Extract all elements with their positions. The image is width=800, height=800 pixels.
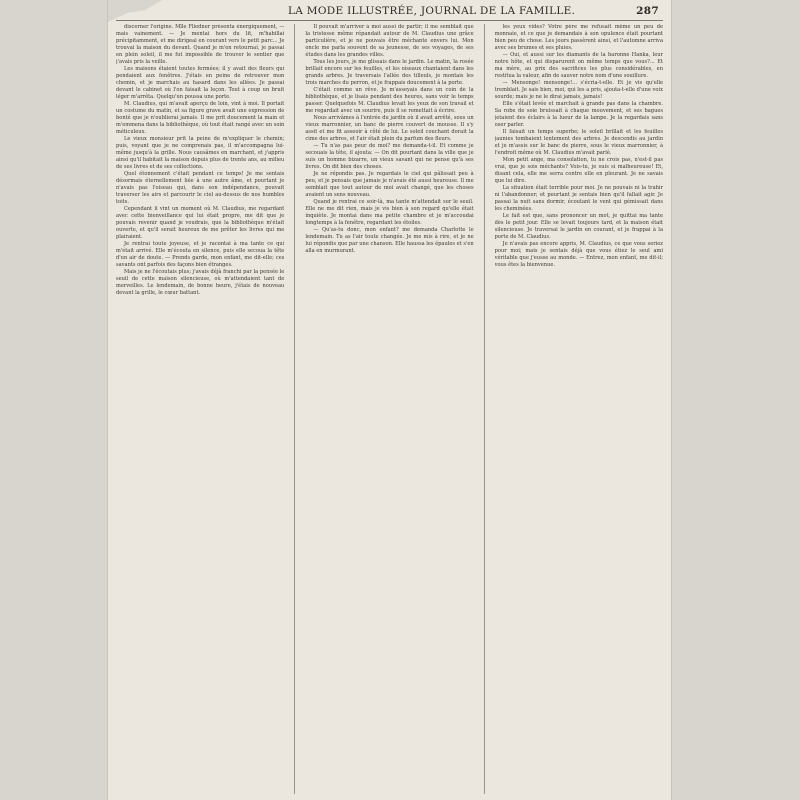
column-1 bbox=[116, 24, 284, 794]
paragraph: — Qu'as-tu donc, mon enfant? me demanda Charlotte le lendemain. Tu as l'air toute changée. Je me mis à rire, et je ne lui répondis que par une chanson. Elle haussa les épaules et s'en alla en murmurant. bbox=[305, 227, 474, 254]
running-title: LA MODE ILLUSTRÉE, JOURNAL DE LA FAMILLE. bbox=[288, 5, 576, 17]
paragraph: Le vieux monsieur prit la peine de m'expliquer le chemin; puis, voyant que je ne comprenais pas, il m'accompagna lui-même jusqu'à la grille. Nous causâmes en marchant, et j'appris ainsi qu'il habitait la maison depuis plus de trente ans, au milieu de ses livres et de ses collections. bbox=[116, 136, 285, 170]
header-rule bbox=[116, 20, 663, 21]
text-columns bbox=[116, 24, 663, 794]
paragraph: Quel étonnement c'était pendant ce temps! Je me sentais désormais éternellement liée à une autre âme, et pourtant je n'avais pas l'oiseau qui, dans son indépendance, pouvait traverser les airs et parcourir le ciel au-dessus de nos humbles toits. bbox=[116, 171, 285, 205]
paragraph: Je ne répondis pas. Je regardais le ciel qui pâlissait peu à peu, et je pensais que jamais je n'avais été aussi heureuse. Il me semblait que tout autour de moi avait changé, que les choses avaient un sens nouveau. bbox=[305, 171, 474, 198]
paragraph: Le fait est que, sans prononcer un mot, je quittai ma tante dès le petit jour. Elle se levait toujours tard, et la maison était silencieuse. Je traversai le jardin en courant, et je frappai à la porte de M. Claudius. bbox=[494, 213, 663, 240]
paragraph: Il faisait un temps superbe; le soleil brillait et les feuilles jaunies tombaient lentement des arbres. Je descendis au jardin et je m'assis sur le banc de pierre, sous le vieux marronnier, à l'endroit même où M. Claudius m'avait parlé. bbox=[494, 129, 663, 156]
paragraph: Nous arrivâmes à l'entrée du jardin où il avait arrêté, sous un vieux marronnier, un banc de pierre couvert de mousse. Il s'y assit et me fit asseoir à côté de lui. Le soleil couchant dorait la cime des arbres, et l'air était plein du parfum des fleurs. bbox=[305, 115, 474, 142]
paragraph: — Mensonge! mensonge!... s'écria-t-elle. Et je vis qu'elle tremblait. Je sais bien, moi, qui les a pris, ajouta-t-elle d'une voix sourde; mais je ne le dirai jamais, jamais! bbox=[494, 80, 663, 100]
paragraph: — Oui, et aussi sur les diamants de la baronne Hanka, leur notre hôte, et qui disparurent on même temps que vous?... Et ma mère, au prix des sacrifices les plus considérables, en restitua la valeur, afin de sauver notre nom d'une souillure. bbox=[494, 52, 663, 79]
paragraph: Mon petit ange, ma consolation, tu ne crois pas, n'est-il pas vrai, que je sois méchante? Vois-tu, je suis si malheureuse! Et, disant cela, elle me serra contre elle en pleurant. Je ne savais que lui dire. bbox=[494, 157, 663, 184]
column-3 bbox=[495, 24, 663, 794]
paragraph: Tous les jours, je me glissais dans le jardin. Le matin, la rosée brillait encore sur les feuilles, et les oiseaux chantaient dans les grands arbres. Je traversais l'allée des tilleuls, je montais les trois marches du perron, et je frappais doucement à la porte. bbox=[305, 59, 474, 86]
paragraph: Il pouvait m'arriver à moi aussi de partir; il me semblait que la tristesse même répandait autour de M. Claudius une grâce particulière, et je ne pouvais être méchante envers lui. Mon oncle me parla souvent de sa jeunesse, de ses voyages, de ses études dans les grandes villes. bbox=[305, 24, 474, 58]
paragraph: Elle s'était levée et marchait à grands pas dans la chambre. Sa robe de soie bruissait à chaque mouvement, et ses bagues jetaient des éclairs à la lueur de la lampe. Je la regardais sans oser parler. bbox=[494, 101, 663, 128]
paragraph: C'était comme un rêve. Je m'asseyais dans un coin de la bibliothèque, et je lisais pendant des heures, sans voir le temps passer. Quelquefois M. Claudius levait les yeux de son travail et me regardait avec un sourire, puis il se remettait à écrire. bbox=[305, 87, 474, 114]
paragraph: discerner l'origine. Mlle Fliedner présenta énergiquement, — mais vainement. — Je mentai hors du lit, m'habillai précipitamment, et me dirigeai en courant vers le petit parc... Je trouvai la maison du devant. Quand je m'en retournai, je passai en plein soleil, il me fut impossible de trouver le sentier que j'avais pris la veille. bbox=[116, 24, 285, 65]
paragraph: La situation était terrible pour moi. Je ne pouvais ni la trahir ni l'abandonner; et pourtant je sentais bien qu'il fallait agir. Je passai la nuit sans dormir, écoutant le vent qui gémissait dans les cheminées. bbox=[494, 185, 663, 212]
column-2 bbox=[305, 24, 473, 794]
magazine-page bbox=[108, 0, 671, 800]
paragraph: Je rentrai toute joyeuse, et je racontai à ma tante ce qui m'était arrivé. Elle m'écouta en silence, puis elle secoua la tête d'un air de doute. — Prends garde, mon enfant, me dit-elle; ces savants ont parfois des façons bien étranges. bbox=[116, 241, 285, 268]
column-divider bbox=[484, 24, 485, 794]
paragraph: Cependant il vint un moment où M. Claudius, me regardant avec cette bienveillance qui lui était propre, me dit que je pouvais revenir quand je voudrais, que la bibliothèque m'était ouverte, et qu'il serait heureux de me prêter les livres qui me plairaient. bbox=[116, 206, 285, 240]
paragraph: — Tu n'as pas peur de moi? me demanda-t-il. Et comme je secouais la tête, il ajouta: — On dit pourtant dans la ville que je suis un homme bizarre, un vieux savant qui ne pense qu'à ses livres. On dit bien des choses. bbox=[305, 143, 474, 170]
paragraph: Mais je ne l'écoutais plus; j'avais déjà franchi par la pensée le seuil de cette maison silencieuse, où m'attendaient tant de merveilles. Le lendemain, de bonne heure, j'étais de nouveau devant la grille, le cœur battant. bbox=[116, 269, 285, 296]
paragraph: Quand je rentrai ce soir-là, ma tante m'attendait sur le seuil. Elle ne me dit rien, mais je vis bien à son regard qu'elle était inquiète. Je montai dans ma petite chambre et je m'accoudai longtemps à la fenêtre, regardant les étoiles. bbox=[305, 199, 474, 226]
paragraph: M. Claudius, qui m'avait aperçu de loin, vint à moi. Il portait un costume du matin, et sa figure grave avait une expression de bonté que je n'oublierai jamais. Il me prit doucement la main et m'emmena dans la bibliothèque, où tout était rangé avec un soin méticuleux. bbox=[116, 101, 285, 135]
paragraph: Je n'avais pas encore appris, M. Claudius, ce que vous seriez pour moi; mais je sentais déjà que vous étiez le seul ami véritable que j'eusse au monde. — Entrez, mon enfant, me dit-il; vous êtes la bienvenue. bbox=[494, 241, 663, 268]
paragraph: les yeux vides? Votre père me refusait même un peu de monnaie, et ce que je demandais à son opulence était pourtant bien peu de chose. Les jours passèrent ainsi, et l'automne arriva avec ses brumes et ses pluies. bbox=[494, 24, 663, 51]
column-divider bbox=[294, 24, 295, 794]
paragraph: Les maisons étaient toutes fermées; il y avait des fleurs qui pendaient aux fenêtres. J'étais en peine de retrouver mon chemin, et je marchais au hasard dans les allées. Je passai devant le cabinet où l'on faisait la leçon. Tout à coup un bruit léger m'arrêta. Quelqu'un poussa une porte. bbox=[116, 66, 285, 100]
page-number: 287 bbox=[636, 5, 659, 17]
running-header bbox=[108, 5, 671, 19]
